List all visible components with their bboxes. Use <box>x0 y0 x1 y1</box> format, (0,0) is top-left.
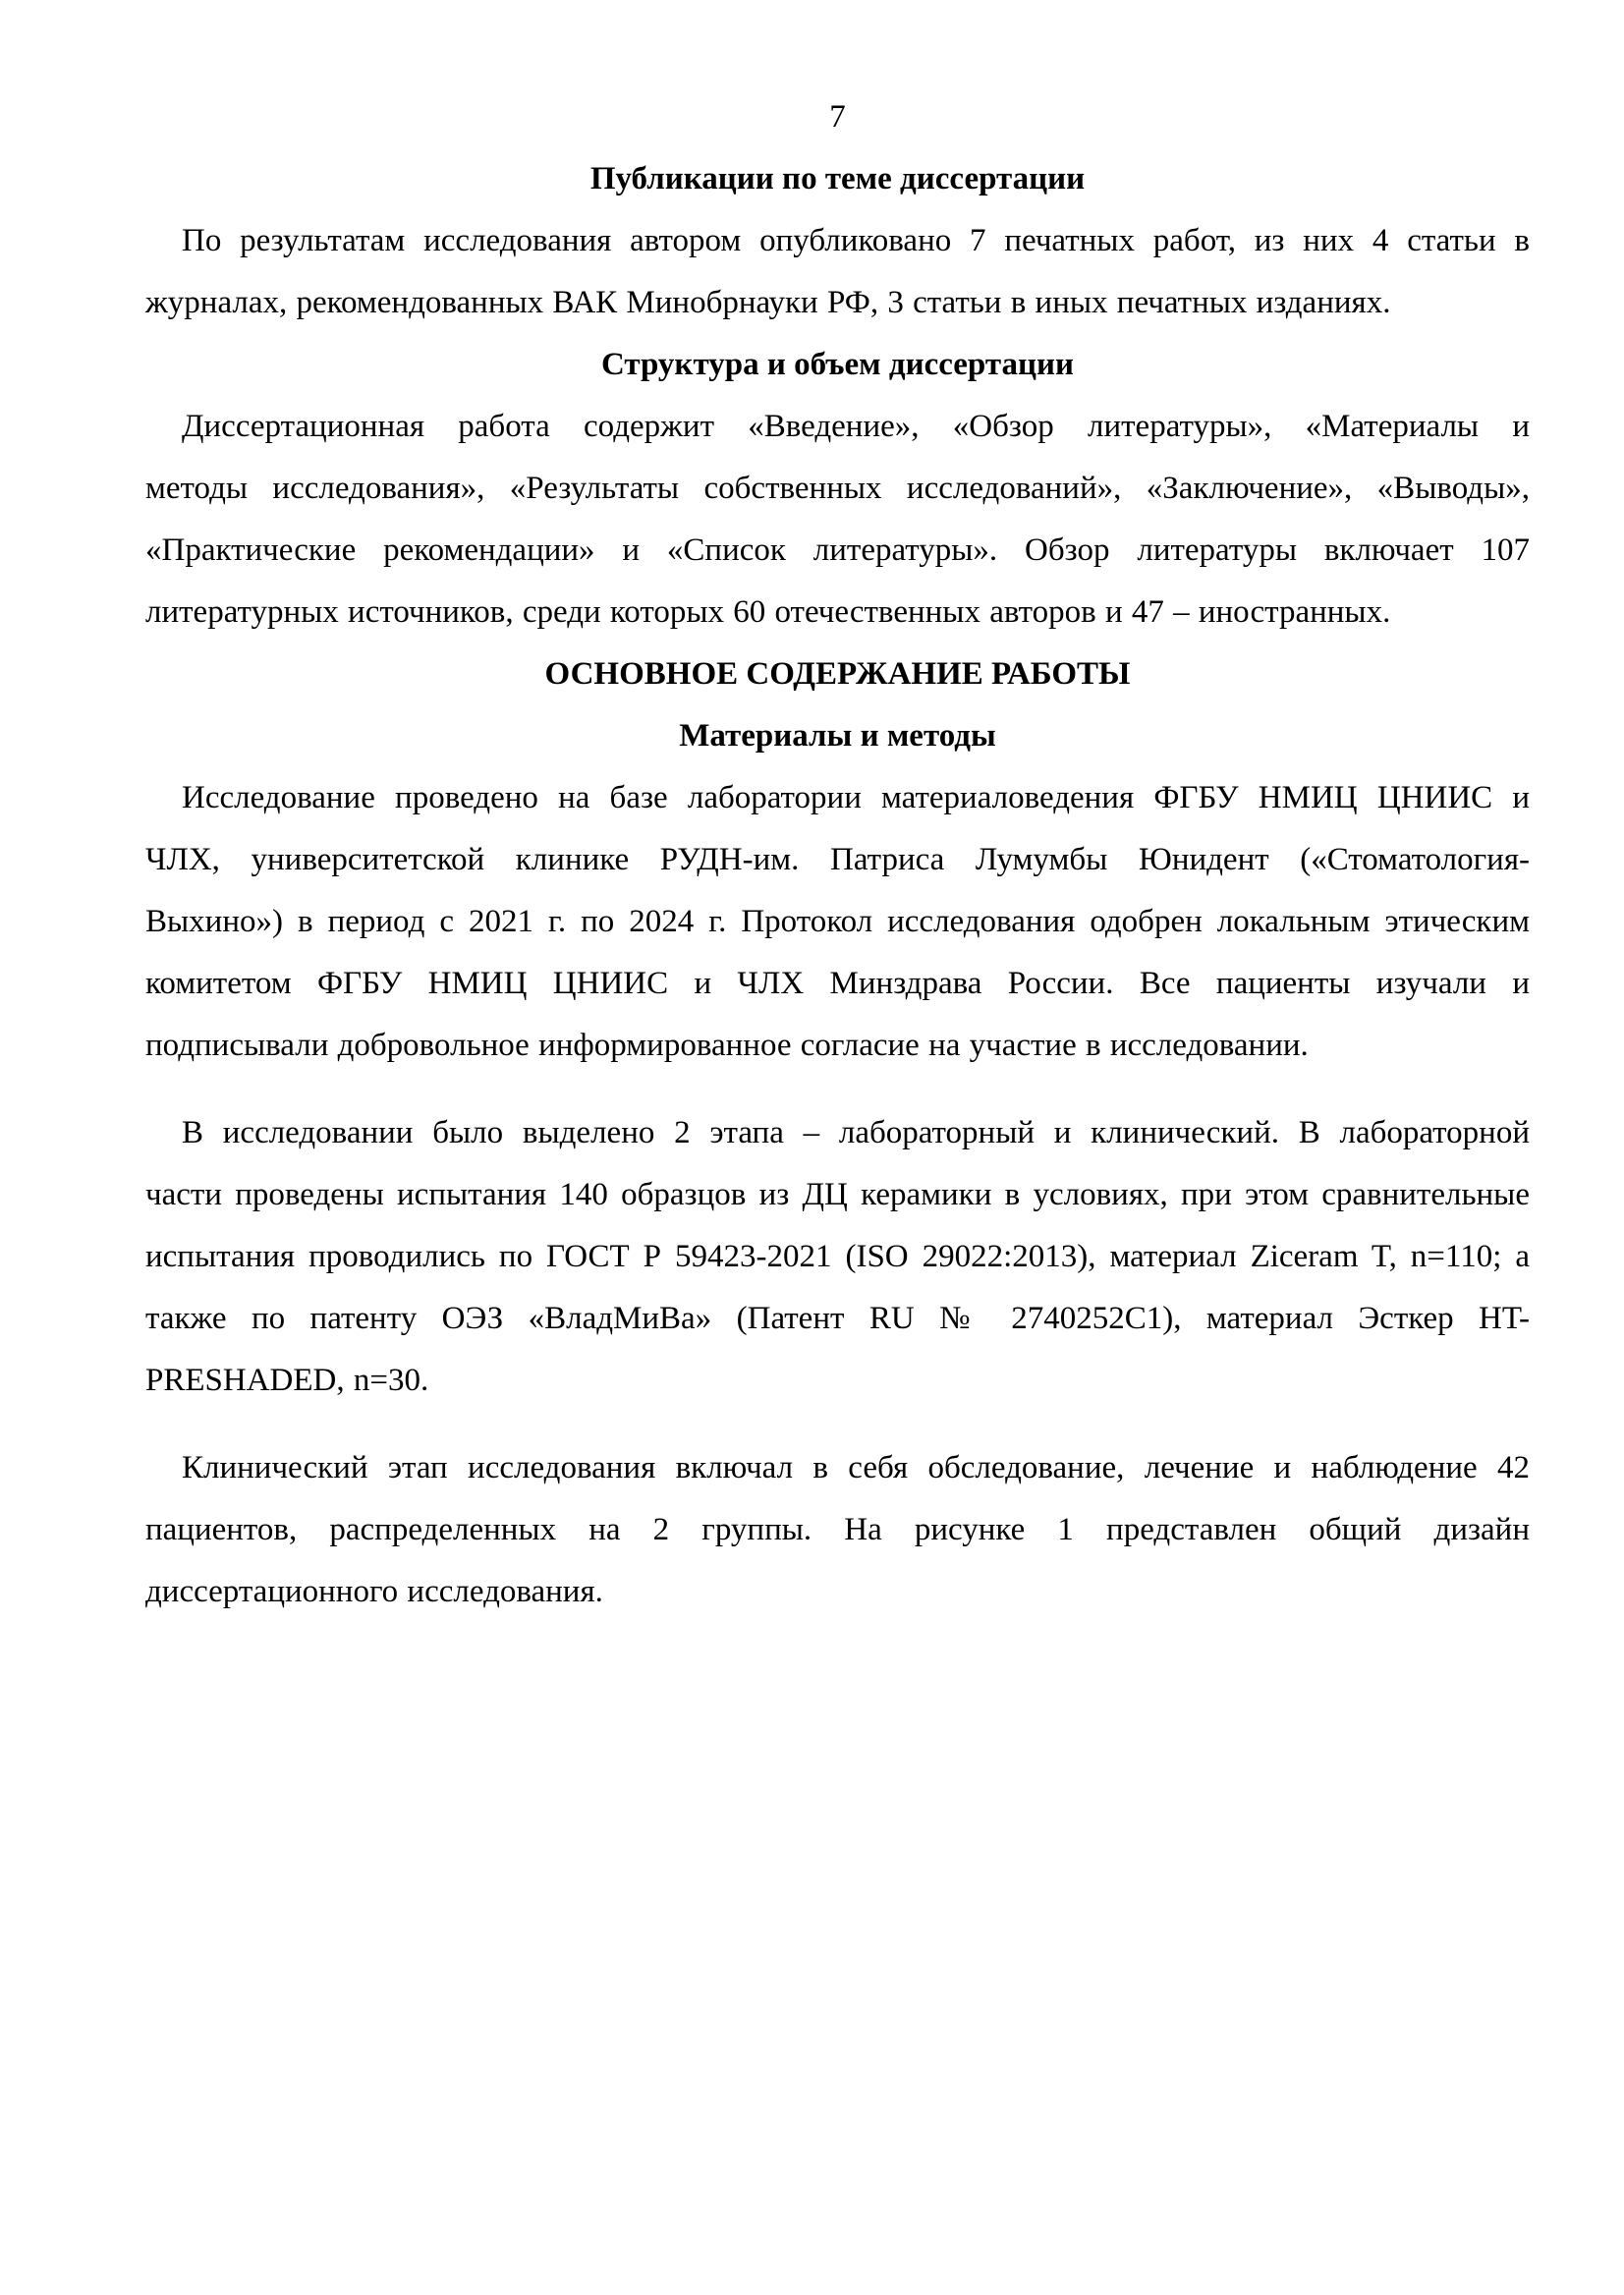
paragraph-line: журналах, рекомендованных ВАК Минобрнауки РФ, 3 статьи в иных печатных изданиях. <box>145 285 1391 320</box>
paragraph-line: ЧЛХ, университетской клинике РУДН-им. Патриса Лумумбы Юнидент («Стоматология- <box>145 842 1530 877</box>
paragraph-line: подписывали добровольное информированное согласие на участие в исследовании. <box>145 1028 1309 1063</box>
paragraph-line: пациентов, распределенных на 2 группы. На рисунке 1 представлен общий дизайн <box>145 1512 1530 1547</box>
paragraph-line: комитетом ФГБУ НМИЦ ЦНИИС и ЧЛХ Минздрава России. Все пациенты изучали и <box>145 966 1530 1001</box>
paragraph-line: испытания проводились по ГОСТ Р 59423-2021 (ISO 29022:2013), материал Ziceram T, n=110; а <box>145 1239 1530 1274</box>
paragraph-line: Клинический этап исследования включал в себя обследование, лечение и наблюдение 42 <box>182 1450 1530 1485</box>
paragraph-line: В исследовании было выделено 2 этапа – лабораторный и клинический. В лабораторной <box>182 1115 1530 1150</box>
paragraph <box>145 210 1530 334</box>
paragraph <box>145 1102 1530 1412</box>
section-heading: Материалы и методы <box>679 718 996 754</box>
paragraph-line: Исследование проведено на базе лаборатории материаловедения ФГБУ НМИЦ ЦНИИС и <box>182 780 1530 815</box>
paragraph-line: диссертационного исследования. <box>145 1574 603 1609</box>
paragraph <box>145 396 1530 644</box>
section-heading: Публикации по теме диссертации <box>589 161 1086 196</box>
page-number: 7 <box>829 99 846 135</box>
paragraph-line: Диссертационная работа содержит «Введение», «Обзор литературы», «Материалы и <box>182 409 1530 444</box>
document-content <box>145 148 1530 1623</box>
paragraph <box>145 767 1530 1077</box>
paragraph-line: Выхино») в период с 2021 г. по 2024 г. Протокол исследования одобрен локальным этическим <box>145 904 1530 939</box>
paragraph-line: литературных источников, среди которых 60 отечественных авторов и 47 – иностранных. <box>145 594 1391 630</box>
section-heading: Структура и объем диссертации <box>601 347 1074 382</box>
paragraph-line: «Практические рекомендации» и «Список литературы». Обзор литературы включает 107 <box>145 532 1530 568</box>
section-heading: ОСНОВНОЕ СОДЕРЖАНИЕ РАБОТЫ <box>544 656 1131 692</box>
paragraph-line: методы исследования», «Результаты собственных исследований», «Заключение», «Выводы», <box>145 471 1530 506</box>
paragraph-line: части проведены испытания 140 образцов из ДЦ керамики в условиях, при этом сравнительные <box>145 1177 1530 1212</box>
paragraph-line: По результатам исследования автором опубликовано 7 печатных работ, из них 4 статьи в <box>182 223 1530 258</box>
paragraph-line: также по патенту ОЭЗ «ВладМиВа» (Патент RU № 2740252С1), материал Эсткер HT- <box>145 1301 1530 1336</box>
paragraph <box>145 1437 1530 1623</box>
paragraph-line: PRESHADED, n=30. <box>145 1363 429 1398</box>
